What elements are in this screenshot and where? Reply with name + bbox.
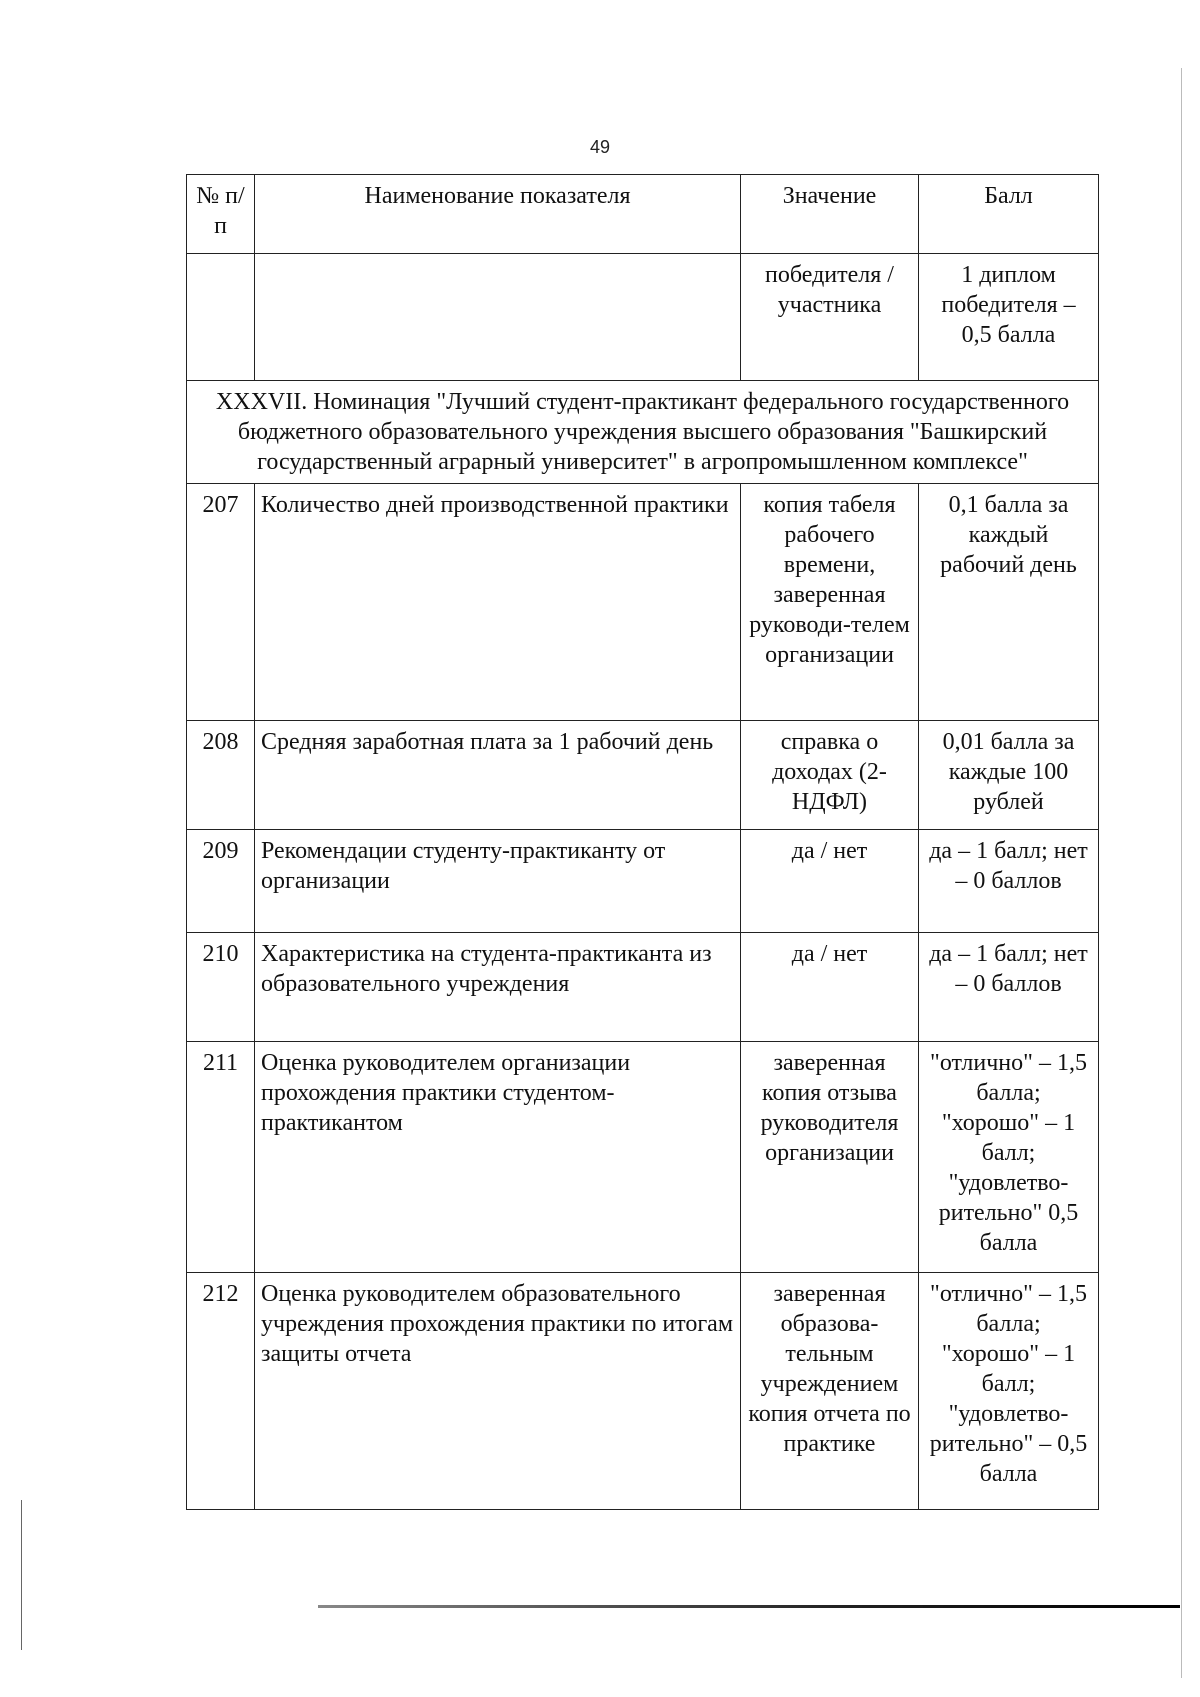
table-row [187, 933, 1099, 1042]
cell-score: "отлично" – 1,5 балла; "хорошо" – 1 балл; "удовлетво-рительно" – 0,5 балла [919, 1273, 1099, 1510]
cell-score: да – 1 балл; нет – 0 баллов [919, 933, 1099, 1042]
cell-name: Оценка руководителем образовательного учреждения прохождения практики по итогам защиты отчета [255, 1273, 741, 1510]
cell-name: Оценка руководителем организации прохождения практики студентом-практикантом [255, 1042, 741, 1273]
indicators-table [186, 174, 1099, 1510]
table-row [187, 484, 1099, 721]
cell-name: Рекомендации студенту-практиканту от организации [255, 830, 741, 933]
cell-value: победителя / участника [741, 254, 919, 381]
cell-num: 208 [187, 721, 255, 830]
cell-score: 0,1 балла за каждый рабочий день [919, 484, 1099, 721]
page-number: 49 [589, 137, 611, 157]
cell-num [187, 254, 255, 381]
table-header-row [187, 175, 1099, 254]
cell-score: 1 диплом победителя – 0,5 балла [919, 254, 1099, 381]
header-num: № п/п [187, 175, 255, 254]
scan-edge-line [1181, 68, 1182, 1678]
cell-value: копия табеля рабочего времени, заверенная руководи-телем организации [741, 484, 919, 721]
header-name: Наименование показателя [255, 175, 741, 254]
scan-edge-bar [318, 1605, 1180, 1608]
cell-num: 212 [187, 1273, 255, 1510]
cell-name [255, 254, 741, 381]
cell-score: да – 1 балл; нет – 0 баллов [919, 830, 1099, 933]
table-row-continuation [187, 254, 1099, 381]
table-row [187, 830, 1099, 933]
table-row [187, 1273, 1099, 1510]
cell-value: справка о доходах (2-НДФЛ) [741, 721, 919, 830]
table-row [187, 721, 1099, 830]
cell-value: да / нет [741, 830, 919, 933]
cell-score: "отлично" – 1,5 балла; "хорошо" – 1 балл; "удовлетво-рительно" 0,5 балла [919, 1042, 1099, 1273]
header-value: Значение [741, 175, 919, 254]
cell-value: заверенная копия отзыва руководителя организации [741, 1042, 919, 1273]
cell-num: 210 [187, 933, 255, 1042]
cell-num: 211 [187, 1042, 255, 1273]
header-score: Балл [919, 175, 1099, 254]
cell-score: 0,01 балла за каждые 100 рублей [919, 721, 1099, 830]
cell-name: Средняя заработная плата за 1 рабочий день [255, 721, 741, 830]
cell-name: Количество дней производственной практики [255, 484, 741, 721]
cell-num: 209 [187, 830, 255, 933]
section-title: XXXVII. Номинация "Лучший студент-практикант федерального государственного бюджетного образовательного учреждения высшего образования "Башкирский государственный аграрный университет" в агропромышленном комплексе" [187, 381, 1099, 484]
scan-edge-line [21, 1500, 22, 1650]
cell-value: заверенная образова-тельным учреждением копия отчета по практике [741, 1273, 919, 1510]
table-row [187, 1042, 1099, 1273]
cell-value: да / нет [741, 933, 919, 1042]
cell-name: Характеристика на студента-практиканта из образовательного учреждения [255, 933, 741, 1042]
section-row [187, 381, 1099, 484]
cell-num: 207 [187, 484, 255, 721]
